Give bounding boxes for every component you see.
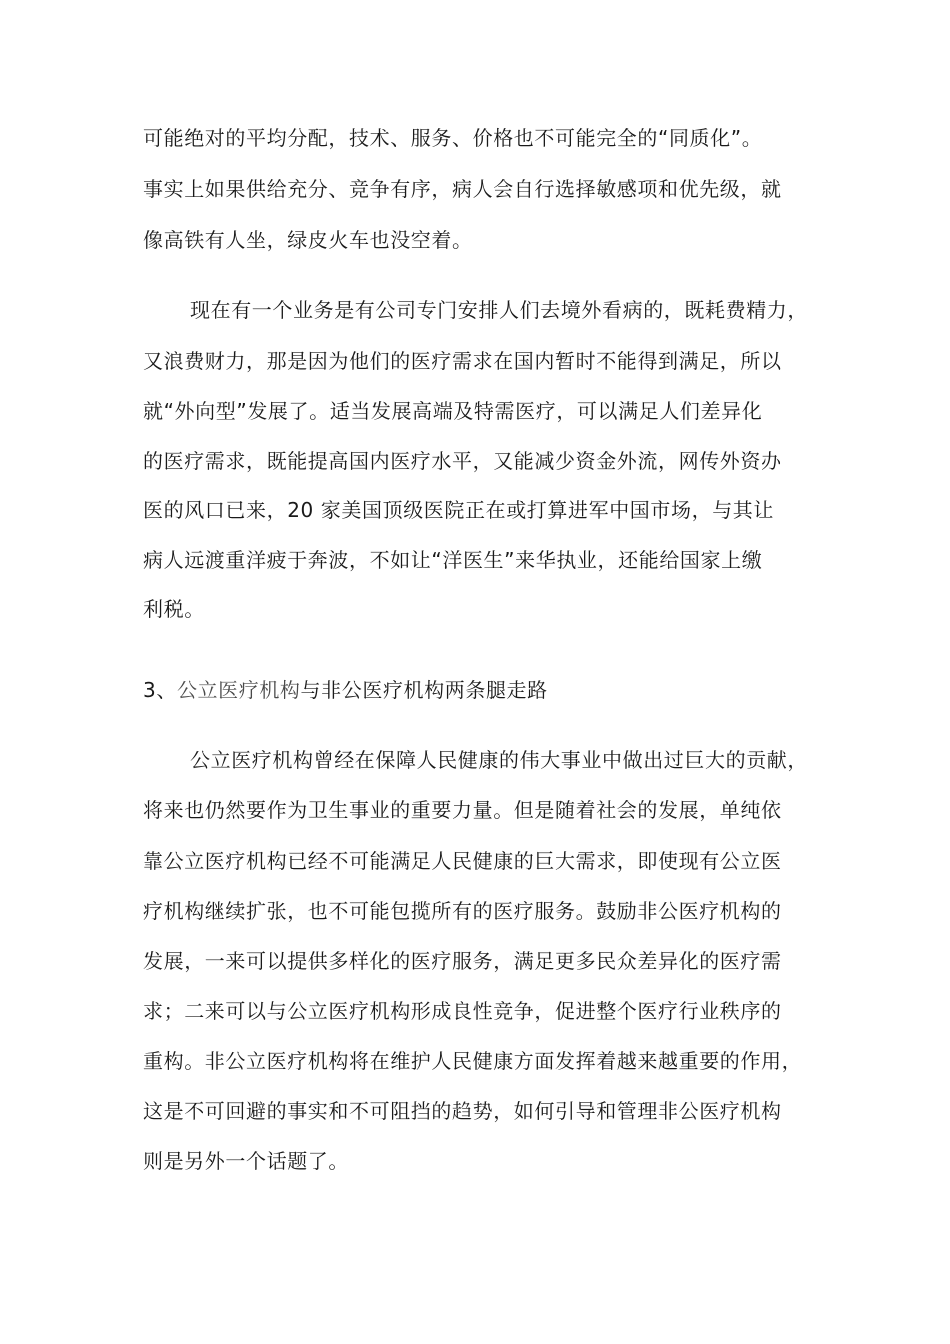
text-line: 的医疗需求，既能提高国内医疗水平，又能减少资金外流，网传外资办 <box>143 449 782 473</box>
text-line: 可能绝对的平均分配，技术、服务、价格也不可能完全的“同质化”。 <box>143 126 763 150</box>
text-line: 像高铁有人坐，绿皮火车也没空着。 <box>143 228 473 252</box>
text-line: 利税。 <box>143 597 205 621</box>
text-line: 疗机构继续扩张，也不可能包揽所有的医疗服务。鼓励非公医疗机构的 <box>143 899 782 923</box>
text-line: 重构。非公立医疗机构将在维护人民健康方面发挥着越来越重要的作用， <box>143 1049 803 1073</box>
text-line: 公立医疗机构曾经在保障人民健康的伟大事业中做出过巨大的贡献， <box>190 748 808 772</box>
text-line: 医的风口已来，20 家美国顶级医院正在或打算进军中国市场，与其让 <box>143 498 775 522</box>
text-line: 又浪费财力，那是因为他们的医疗需求在国内暂时不能得到满足，所以 <box>143 349 782 373</box>
text-line: 求；二来可以与公立医疗机构形成良性竞争，促进整个医疗行业秩序的 <box>143 999 782 1023</box>
section-title-accent: 公立医疗机构 <box>176 678 301 702</box>
section-title-rest: 与非公医疗机构两条腿走路 <box>300 678 548 702</box>
text-line: 这是不可回避的事实和不可阻挡的趋势，如何引导和管理非公医疗机构 <box>143 1099 782 1123</box>
section-heading <box>143 677 548 703</box>
text-line: 靠公立医疗机构已经不可能满足人民健康的巨大需求，即使现有公立医 <box>143 849 782 873</box>
text-line: 现在有一个业务是有公司专门安排人们去境外看病的，既耗费精力， <box>190 298 808 322</box>
section-number: 3、 <box>143 678 177 702</box>
text-line: 将来也仍然要作为卫生事业的重要力量。但是随着社会的发展，单纯依 <box>143 798 782 822</box>
text-line: 病人远渡重洋疲于奔波，不如让“洋医生”来华执业，还能给国家上缴 <box>143 548 763 572</box>
text-line: 发展，一来可以提供多样化的医疗服务，满足更多民众差异化的医疗需 <box>143 949 782 973</box>
text-line: 事实上如果供给充分、竞争有序，病人会自行选择敏感项和优先级，就 <box>143 177 782 201</box>
text-line: 就“外向型”发展了。适当发展高端及特需医疗，可以满足人们差异化 <box>143 399 763 423</box>
text-line: 则是另外一个话题了。 <box>143 1149 349 1173</box>
